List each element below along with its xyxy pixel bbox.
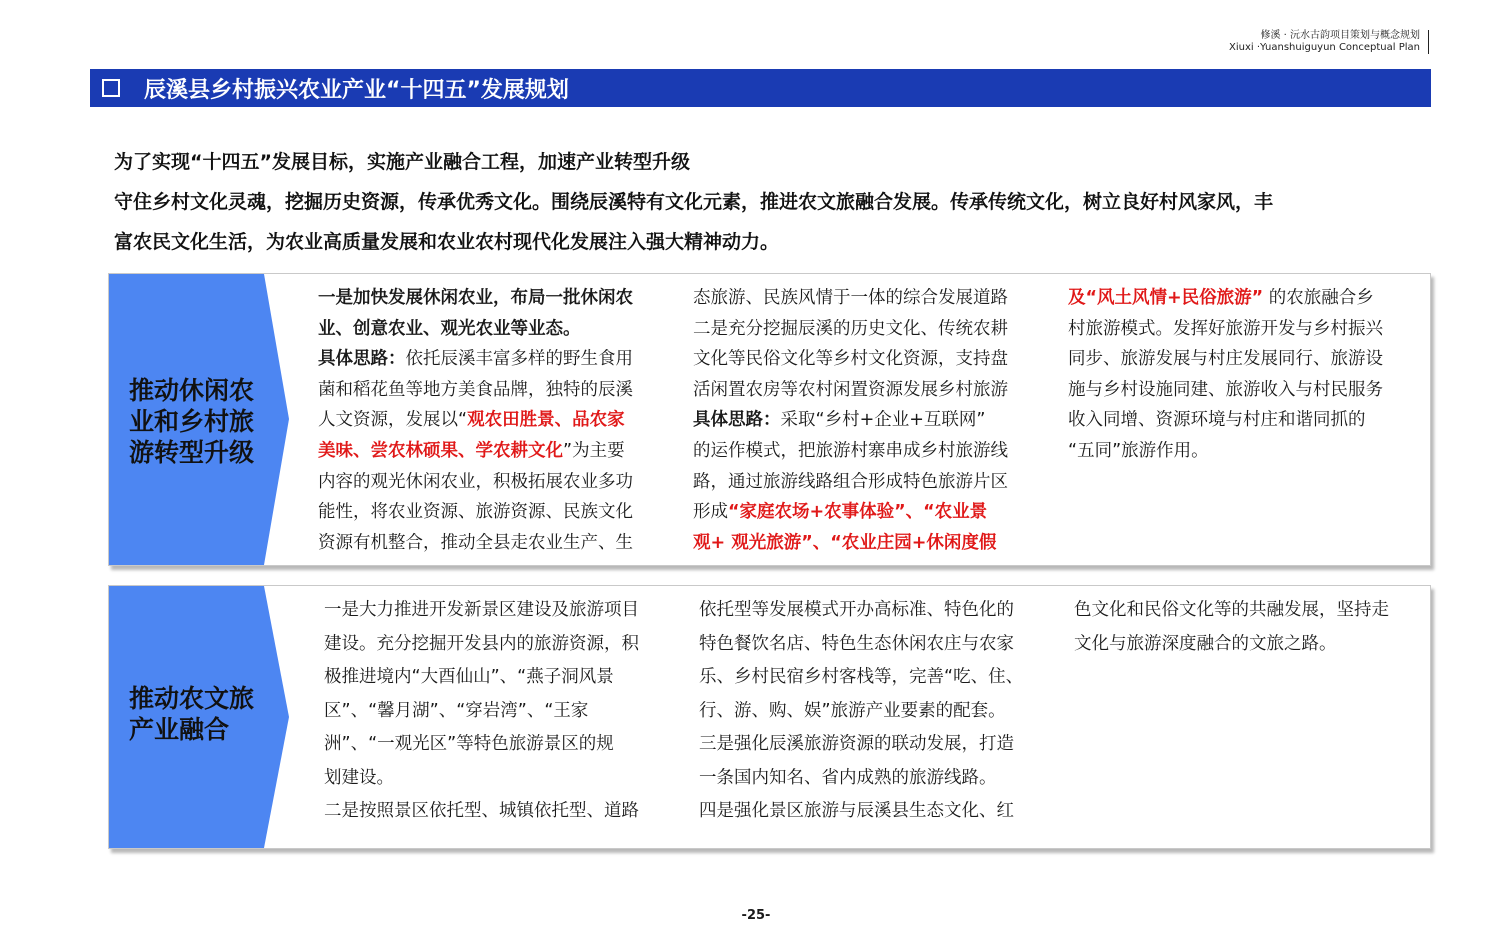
text-line: 依托型等发展模式开办高标准、特色化的 — [699, 600, 1014, 620]
card-tag-line: 推动农文旅 — [129, 684, 255, 713]
highlight-text: 美味、尝农林硕果、学农耕文化 — [318, 440, 563, 461]
text-line: 一是大力推进开发新景区建设及旅游项目 — [324, 600, 639, 620]
highlight-text: 及“风土风情+民俗旅游” — [1068, 288, 1264, 308]
header-caption — [1229, 30, 1429, 54]
text-line: 四是强化景区旅游与辰溪县生态文化、红 — [699, 801, 1014, 821]
text-line: 洲”、“一观光区”等特色旅游景区的规 — [324, 734, 614, 754]
page-title: 辰溪县乡村振兴农业产业“十四五”发展规划 — [144, 77, 569, 103]
text-line: 活闲置农房等农村闲置资源发展乡村旅游 — [693, 379, 1008, 400]
text-line: 极推进境内“大酉仙山”、“燕子洞风景 — [324, 667, 614, 687]
text-line: 行、游、购、娱”旅游产业要素的配套。 — [699, 700, 1006, 721]
square-bullet-icon — [102, 79, 120, 97]
text-column-1 — [324, 594, 639, 829]
highlight-text: 观农田胜景、品农家 — [467, 410, 625, 431]
text-line: 文化等民俗文化等乡村文化资源，支持盘 — [693, 349, 1008, 370]
card-tag-line: 产业融合 — [129, 715, 230, 744]
text-column-1 — [318, 283, 633, 558]
intro-line-2: 守住乡村文化灵魂，挖掘历史资源，传承优秀文化。围绕辰溪特有文化元素，推进农文旅融合发展。传承传统文化，树立良好村风家风，丰 — [114, 191, 1274, 213]
text-line — [693, 497, 1008, 528]
header-caption-en: Xiuxi ·Yuanshuiguyun Conceptual Plan — [1229, 42, 1420, 53]
label-idea: 具体思路： — [318, 349, 406, 370]
text-line: 三是强化辰溪旅游资源的联动发展，打造 — [699, 734, 1014, 754]
text-line: 业、创意农业、观光农业等业态。 — [318, 318, 581, 339]
text-column-3 — [1074, 594, 1389, 661]
card-tag-line: 业和乡村旅 — [129, 407, 255, 436]
card-tag — [109, 586, 289, 848]
leisure-agriculture-card — [108, 273, 1431, 566]
text-line — [318, 405, 633, 436]
text-line — [318, 436, 633, 467]
text-line: 态旅游、民族风情于一体的综合发展道路 — [693, 288, 1008, 308]
text-line: 一条国内知名、省内成熟的旅游线路。 — [699, 767, 997, 788]
card-tag-line: 游转型升级 — [129, 438, 255, 467]
text-line: 区”、“馨月湖”、“穿岩湾”、“王家 — [324, 700, 589, 721]
agri-culture-tourism-card — [108, 585, 1431, 849]
card-tag — [109, 274, 289, 565]
card-tag-line: 推动休闲农 — [129, 376, 255, 405]
page-number: -25- — [741, 908, 771, 923]
text-line: 的运作模式，把旅游村寨串成乡村旅游线 — [693, 440, 1008, 461]
text-line — [318, 344, 633, 375]
header-caption-cn: 修溪 · 沅水古韵项目策划与概念规划 — [1260, 30, 1420, 41]
card-tag-text — [129, 375, 265, 468]
text-line: 资源有机整合，推动全县走农业生产、生 — [318, 532, 633, 553]
text-line: 路，通过旅游线路组合形成特色旅游片区 — [693, 471, 1008, 492]
text-line: “五同”旅游作用。 — [1068, 440, 1209, 461]
text-line: 二是按照景区依托型、城镇依托型、道路 — [324, 801, 639, 821]
text-line: 色文化和民俗文化等的共融发展，坚持走 — [1074, 600, 1389, 620]
text-column-3 — [1068, 283, 1383, 467]
intro-line-1: 为了实现“十四五”发展目标，实施产业融合工程，加速产业转型升级 — [114, 151, 690, 173]
text-line: 收入同增、资源环境与村庄和谐同抓的 — [1068, 410, 1366, 431]
text-line: 村旅游模式。发挥好旅游开发与乡村振兴 — [1068, 318, 1383, 339]
intro-paragraph — [114, 142, 1424, 262]
text-span: 形成 — [693, 502, 728, 523]
text-line: 内容的观光休闲农业，积极拓展农业多功 — [318, 471, 633, 492]
text-span: 的农旅融合乡 — [1263, 288, 1374, 308]
intro-line-3: 富农民文化生活，为农业高质量发展和农业农村现代化发展注入强大精神动力。 — [114, 231, 780, 253]
text-line: 特色餐饮名店、特色生态休闲农庄与农家 — [699, 633, 1014, 654]
text-line: 乐、乡村民宿乡村客栈等，完善“吃、住、 — [699, 667, 1024, 687]
text-line: 菌和稻花鱼等地方美食品牌，独特的辰溪 — [318, 379, 633, 400]
text-line: 一是加快发展休闲农业，布局一批休闲农 — [318, 288, 633, 308]
text-column-2 — [699, 594, 1023, 829]
text-line: 施与乡村设施同建、旅游收入与村民服务 — [1068, 379, 1383, 400]
highlight-text: “家庭农场+农事体验”、“农业景 — [728, 502, 988, 523]
text-span: 依托辰溪丰富多样的野生食用 — [405, 349, 633, 370]
text-line: 建设。充分挖掘开发县内的旅游资源，积 — [324, 633, 639, 654]
text-span: ”为主要 — [563, 440, 625, 461]
text-line — [693, 405, 1008, 436]
text-line — [1068, 283, 1383, 314]
text-column-2 — [693, 283, 1008, 558]
text-span: 人文资源，发展以“ — [318, 410, 468, 431]
label-idea: 具体思路： — [693, 410, 781, 431]
text-line: 同步、旅游发展与村庄发展同行、旅游设 — [1068, 349, 1383, 370]
text-line: 文化与旅游深度融合的文旅之路。 — [1074, 633, 1337, 654]
text-line: 能性，将农业资源、旅游资源、民族文化 — [318, 502, 633, 523]
section-title-bar — [90, 69, 1431, 107]
text-line: 划建设。 — [324, 767, 394, 788]
card-tag-text — [129, 683, 265, 745]
text-line: 二是充分挖掘辰溪的历史文化、传统农耕 — [693, 318, 1008, 339]
text-span: 采取“乡村+企业+互联网” — [780, 410, 986, 431]
highlight-line: 观+ 观光旅游”、“农业庄园+休闲度假 — [693, 532, 997, 553]
